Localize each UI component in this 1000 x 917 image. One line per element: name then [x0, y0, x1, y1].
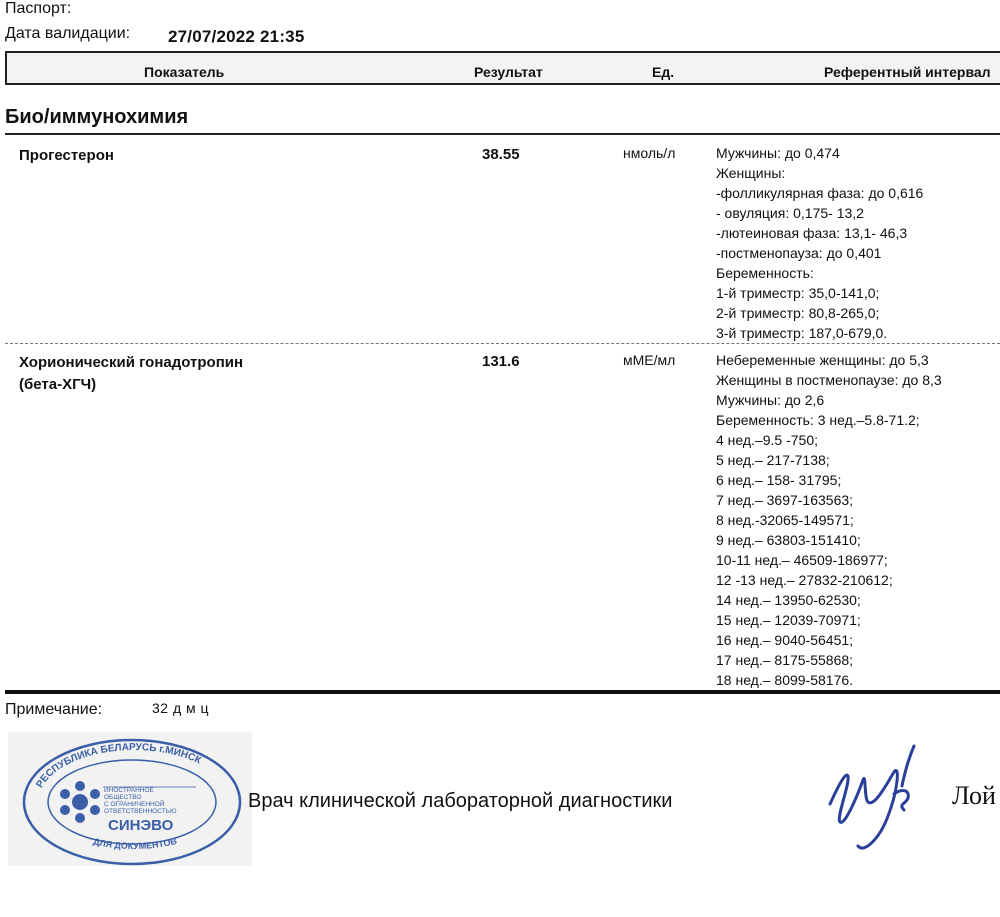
- signature-mark: [818, 742, 928, 857]
- reference-line: 18 нед.– 8099-58176.: [716, 672, 854, 688]
- signature: [818, 742, 928, 857]
- note-label: Примечание:: [5, 701, 103, 718]
- table-row-progesterone-unit: нмоль/л: [623, 145, 676, 161]
- svg-text:С ОГРАНИЧЕННОЙ: С ОГРАНИЧЕННОЙ: [104, 801, 165, 808]
- indicator-name: Прогестерон: [19, 147, 114, 164]
- reference-line: 8 нед.-32065-149571;: [716, 512, 854, 528]
- table-row-progesterone-reference: [716, 143, 923, 343]
- reference-line: 6 нед.– 158- 31795;: [716, 472, 842, 488]
- validation-date-value: 27/07/2022 21:35: [168, 27, 305, 46]
- signer-name: Лой: [952, 781, 996, 810]
- reference-line: Мужчины: до 2,6: [716, 392, 825, 408]
- indicator-name: Хорионический гонадотропин: [19, 354, 244, 371]
- table-row-progesterone-result: 38.55: [482, 146, 520, 163]
- row-divider: [5, 343, 1000, 344]
- signer-title: Врач клинической лабораторной диагностики: [248, 790, 673, 812]
- svg-text:СИНЭВО: СИНЭВО: [108, 817, 174, 834]
- passport-label: Паспорт:: [5, 0, 72, 17]
- section-divider: [5, 133, 1000, 135]
- table-row-hcg-result: 131.6: [482, 353, 520, 370]
- reference-line: 3-й триместр: 187,0-679,0.: [716, 325, 888, 341]
- indicator-name-sub: (бета-ХГЧ): [19, 376, 97, 393]
- note-value: 32 д м ц: [152, 700, 210, 716]
- reference-line: Беременность:: [716, 265, 814, 281]
- stamp-seal-icon: [8, 732, 252, 866]
- reference-line: 7 нед.– 3697-163563;: [716, 492, 854, 508]
- table-row-hcg-unit: мМЕ/мл: [623, 352, 676, 368]
- reference-line: Небеременные женщины: до 5,3: [716, 352, 929, 368]
- table-row-progesterone-name: [19, 145, 114, 167]
- svg-text:ОТВЕТСТВЕННОСТЬЮ: ОТВЕТСТВЕННОСТЬЮ: [104, 808, 177, 815]
- svg-text:ИНОСТРАННОЕ: ИНОСТРАННОЕ: [104, 787, 154, 794]
- table-bottom-border: [5, 690, 1000, 694]
- reference-line: Мужчины: до 0,474: [716, 145, 840, 161]
- reference-line: Женщины:: [716, 165, 786, 181]
- reference-line: 12 -13 нед.– 27832-210612;: [716, 572, 893, 588]
- table-row-hcg-reference: [716, 350, 942, 690]
- reference-line: 2-й триместр: 80,8-265,0;: [716, 305, 880, 321]
- svg-text:ОБЩЕСТВО: ОБЩЕСТВО: [104, 794, 142, 801]
- reference-line: 5 нед.– 217-7138;: [716, 452, 830, 468]
- reference-line: -фолликулярная фаза: до 0,616: [716, 185, 924, 201]
- reference-line: 15 нед.– 12039-70971;: [716, 612, 861, 628]
- validation-date-label: Дата валидации:: [5, 25, 131, 42]
- column-header-reference: Референтный интервал: [824, 64, 991, 80]
- svg-text:ДЛЯ ДОКУМЕНТОВ: ДЛЯ ДОКУМЕНТОВ: [92, 835, 178, 852]
- reference-line: Женщины в постменопаузе: до 8,3: [716, 372, 942, 388]
- reference-line: Беременность: 3 нед.–5.8-71.2;: [716, 412, 920, 428]
- reference-line: 17 нед.– 8175-55868;: [716, 652, 854, 668]
- reference-line: 9 нед.– 63803-151410;: [716, 532, 861, 548]
- section-title: Био/иммунохимия: [5, 106, 189, 128]
- reference-line: 1-й триместр: 35,0-141,0;: [716, 285, 880, 301]
- table-row-hcg-name: [19, 352, 243, 396]
- reference-line: 16 нед.– 9040-56451;: [716, 632, 854, 648]
- reference-line: - овуляция: 0,175- 13,2: [716, 205, 864, 221]
- reference-line: -лютеиновая фаза: 13,1- 46,3: [716, 225, 908, 241]
- lab-stamp: [8, 732, 252, 866]
- column-header-unit: Ед.: [652, 64, 675, 80]
- reference-line: 10-11 нед.– 46509-186977;: [716, 552, 888, 568]
- reference-line: -постменопауза: до 0,401: [716, 245, 882, 261]
- column-header-indicator: Показатель: [144, 64, 225, 80]
- reference-line: 4 нед.–9.5 -750;: [716, 432, 818, 448]
- reference-line: 14 нед.– 13950-62530;: [716, 592, 861, 608]
- column-header-result: Результат: [474, 64, 543, 80]
- svg-text:РЕСПУБЛИКА БЕЛАРУСЬ г.МИНСК: РЕСПУБЛИКА БЕЛАРУСЬ г.МИНСК: [34, 741, 203, 790]
